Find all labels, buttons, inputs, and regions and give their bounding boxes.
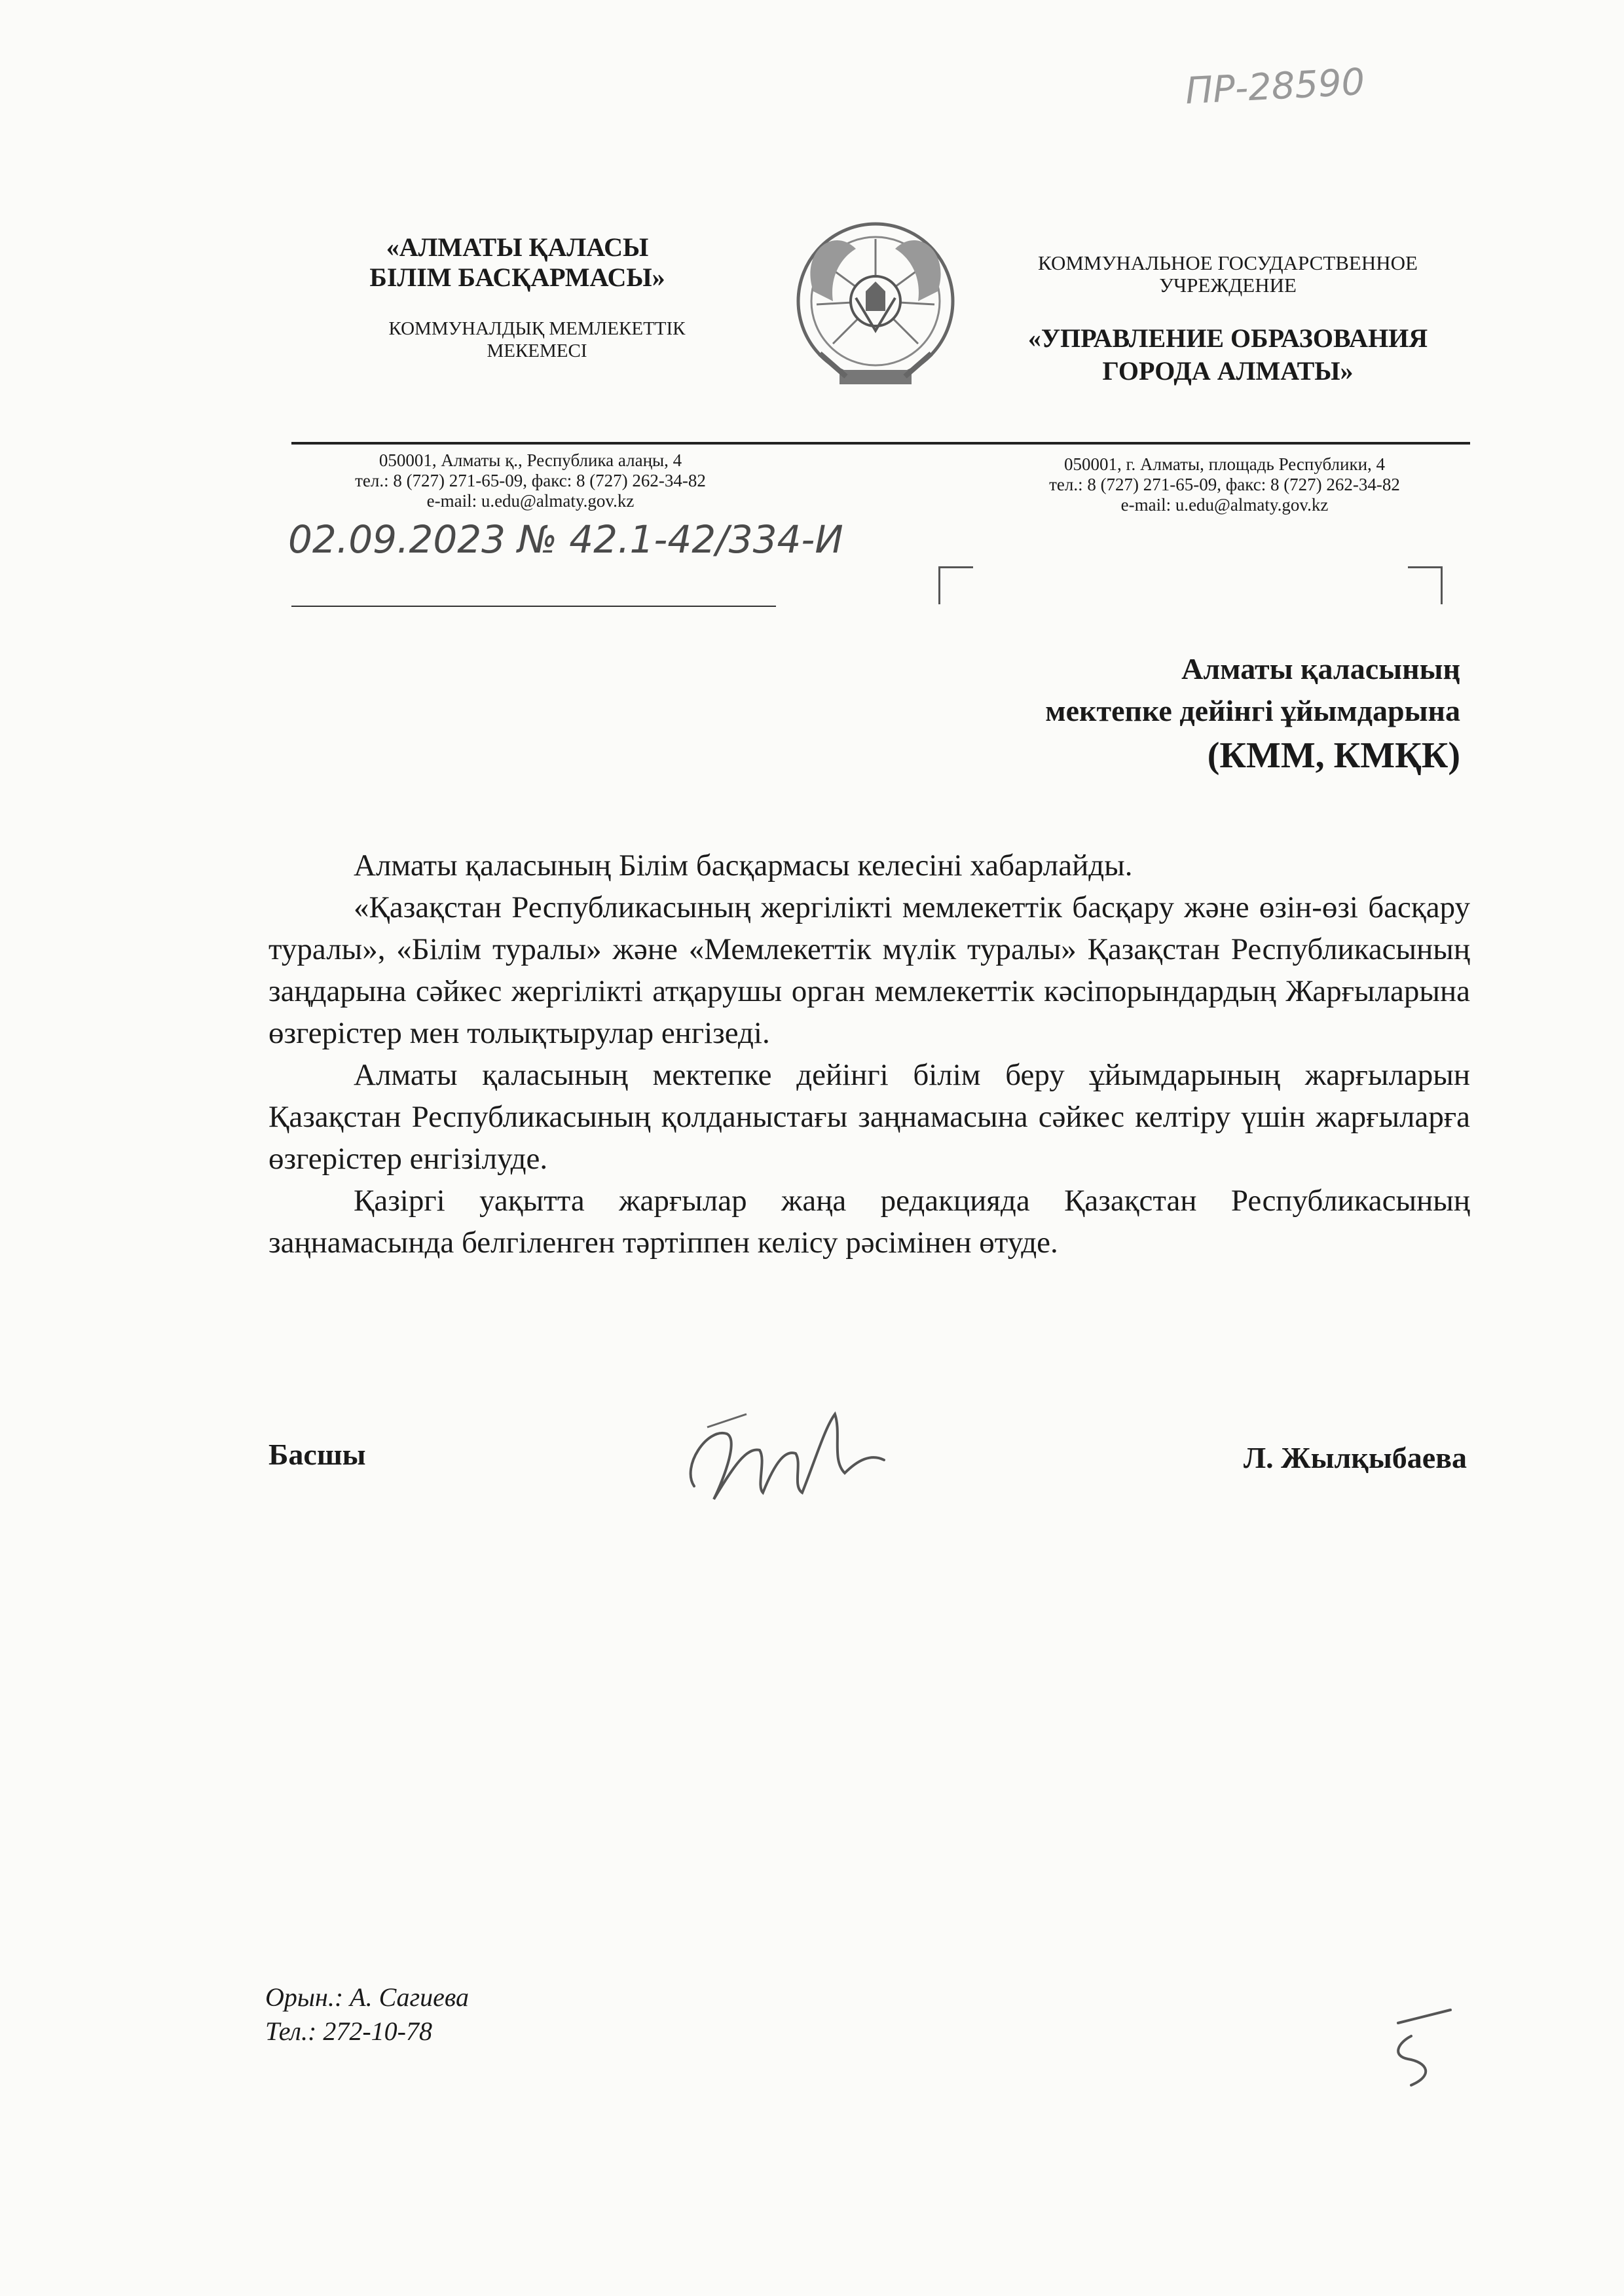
org-name-ru-line2: ГОРОДА АЛМАТЫ» xyxy=(1102,356,1354,386)
recipient-line3: (КММ, КМҚК) xyxy=(1207,735,1460,776)
body-paragraph-3: Алматы қаласының мектепке дейінгі білім беру ұйымдарының жарғыларын Қазақстан Республикасының қолданыстағы заңнамасына сәйкес келтіру үшін жарғыларға өзгерістер енгізілуде. xyxy=(268,1058,1470,1176)
header-divider xyxy=(291,442,1470,445)
body-paragraph-4: Қазіргі уақытта жарғылар жаңа редакцияда Қазақстан Республикасының заңнамасында белгіленген тәртіппен келісу рәсімінен өтуде. xyxy=(268,1184,1470,1260)
org-name-kz-line1: «АЛМАТЫ ҚАЛАСЫ xyxy=(386,232,649,262)
address-kz-line2: тел.: 8 (727) 271-65-09, факс: 8 (727) 262-34-82 xyxy=(355,471,706,490)
signatory-name: Л. Жылқыбаева xyxy=(1243,1441,1467,1474)
address-kz-line1: 050001, Алматы қ., Республика алаңы, 4 xyxy=(378,450,682,470)
executor-name: Орын.: А. Сагиева xyxy=(265,1982,469,2012)
org-name-ru-line1: «УПРАВЛЕНИЕ ОБРАЗОВАНИЯ xyxy=(1027,323,1428,353)
signatory-title: Басшы xyxy=(268,1438,366,1471)
body-paragraph-1: Алматы қаласының Білім басқармасы келесіні хабарлайды. xyxy=(354,848,1133,883)
registry-handwritten-mark: ПР-28590 xyxy=(1184,60,1366,113)
handwritten-page-mark-icon xyxy=(1372,2003,1470,2095)
org-name-kz xyxy=(308,232,727,293)
address-field-corner-left xyxy=(938,566,973,604)
org-name-kz-line2: БІЛІМ БАСҚАРМАСЫ» xyxy=(369,263,665,292)
address-kz-email: e-mail: u.edu@almaty.gov.kz xyxy=(426,491,635,511)
handwritten-signature-icon xyxy=(668,1388,904,1519)
executor-phone: Тел.: 272-10-78 xyxy=(265,2016,432,2046)
executor-block xyxy=(265,1980,469,2049)
org-type-kz-line1: КОММУНАЛДЫҚ МЕМЛЕКЕТТІК xyxy=(388,318,686,339)
org-name-ru xyxy=(986,322,1470,388)
org-type-kz xyxy=(341,318,733,362)
state-emblem-icon xyxy=(794,213,957,396)
address-ru-line1: 050001, г. Алматы, площадь Республики, 4 xyxy=(1063,454,1386,474)
body-paragraph-2: «Қазақстан Республикасының жергілікті мемлекеттік басқару және өзін-өзі басқару туралы», «Білім туралы» және «Мемлекеттік мүлік туралы» Қазақстан Республикасының заңдарына сәйкес жергілікті атқарушы орган мемлекеттік кәсіпорындардың Жарғыларына өзгерістер мен толықтырулар енгізеді. xyxy=(268,890,1470,1050)
outgoing-underline xyxy=(291,606,776,607)
outgoing-number: 02.09.2023 № 42.1-42/334-И xyxy=(288,517,843,562)
address-ru-line2: тел.: 8 (727) 271-65-09, факс: 8 (727) 262-34-82 xyxy=(1049,475,1400,494)
org-type-ru-line1: КОММУНАЛЬНОЕ ГОСУДАРСТВЕННОЕ xyxy=(1038,251,1418,274)
recipient-line1: Алматы қаласының xyxy=(1181,652,1460,685)
recipient-block xyxy=(674,648,1460,779)
address-field-corner-right xyxy=(1408,566,1443,604)
org-type-ru xyxy=(986,252,1470,297)
address-ru xyxy=(982,454,1467,515)
letter-body xyxy=(268,845,1470,1264)
recipient-line2: мектепке дейінгі ұйымдарына xyxy=(1045,694,1460,727)
org-type-kz-line2: МЕКЕМЕСІ xyxy=(487,340,587,361)
address-kz xyxy=(295,450,766,511)
address-ru-email: e-mail: u.edu@almaty.gov.kz xyxy=(1120,495,1329,515)
org-type-ru-line2: УЧРЕЖДЕНИЕ xyxy=(1159,274,1297,297)
